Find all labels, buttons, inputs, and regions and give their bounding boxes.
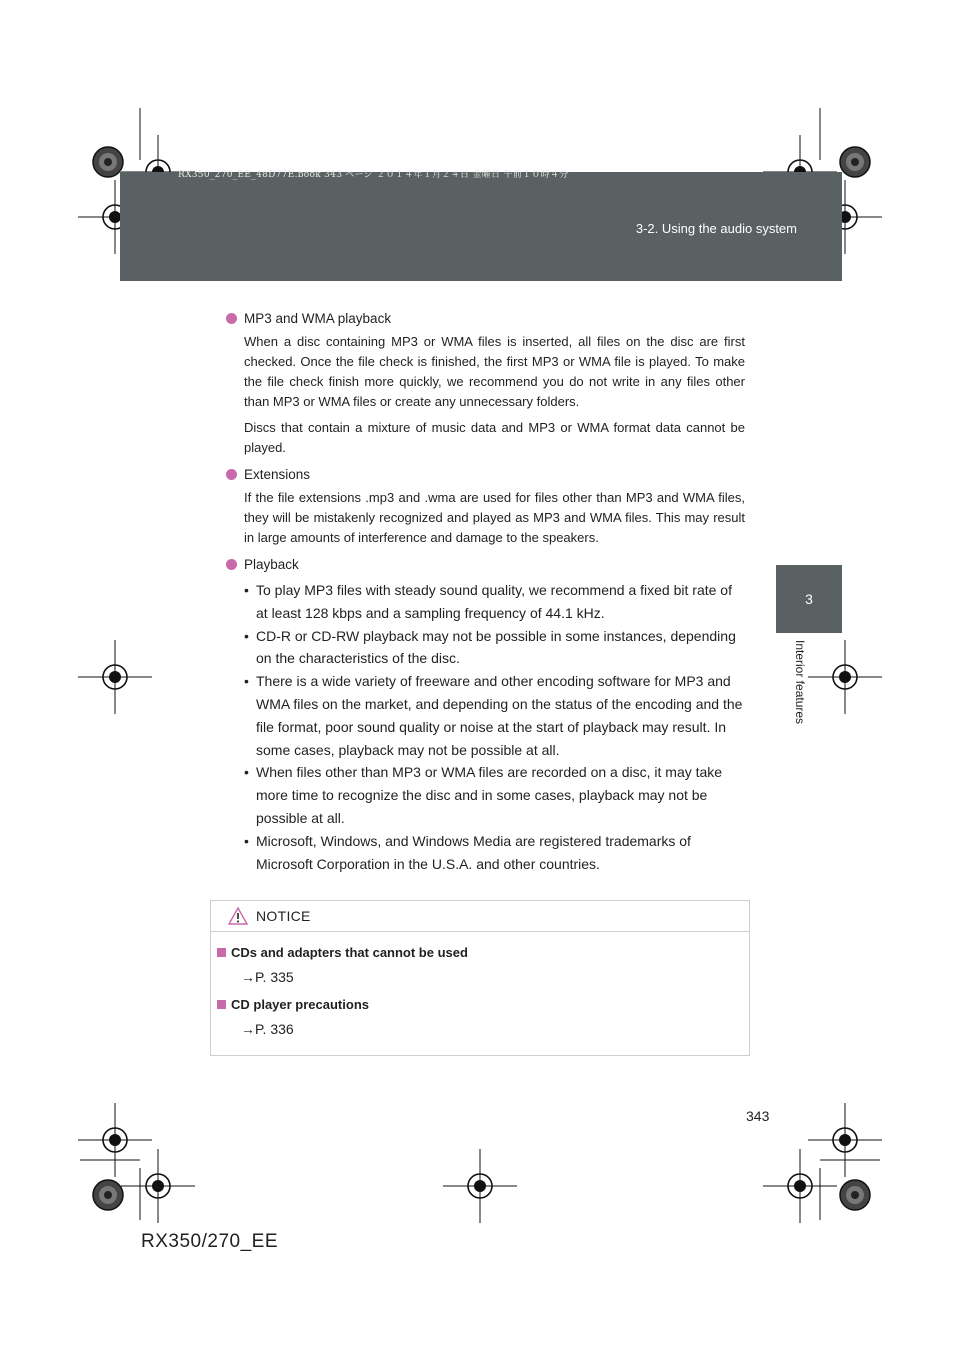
page-reference: →P. 335 xyxy=(241,969,294,985)
section-heading xyxy=(225,308,745,329)
list-item xyxy=(244,830,745,876)
notice-body xyxy=(211,932,749,1040)
paragraph: If the file extensions .mp3 and .wma are used for files other than MP3 and WMA files, they will be mistakenly recognized and played as MP3 and WMA files. This may result in large amounts of interference and damage to the speakers. xyxy=(244,490,745,545)
bullet-mark: • xyxy=(244,582,249,598)
chapter-side-label: Interior features xyxy=(793,640,807,725)
notice-item-label: CD player precautions xyxy=(231,997,369,1012)
square-bullet-icon xyxy=(217,1000,226,1009)
registration-wheel xyxy=(93,1180,123,1210)
section-heading xyxy=(225,554,745,575)
registration-cross xyxy=(78,1103,152,1177)
list-item xyxy=(244,761,745,829)
registration-cross xyxy=(808,640,882,714)
main-content xyxy=(225,308,745,875)
section-title: Extensions xyxy=(244,467,311,482)
list-item-text: Microsoft, Windows, and Windows Media are registered trademarks of Microsoft Corporation in the U.S.A. and other countries. xyxy=(256,832,691,872)
chapter-number: 3 xyxy=(805,591,813,607)
registration-wheel xyxy=(840,1180,870,1210)
paragraph: When a disc containing MP3 or WMA files is inserted, all files on the disc are first checked. Once the file check is finished, the first MP3 or WMA file is played. To make the file check finish more quickly, we recommend you do not write in any files other than MP3 or WMA files or create any unnecessary folders. xyxy=(244,334,745,409)
paragraph: Discs that contain a mixture of music data and MP3 or WMA format data cannot be played. xyxy=(244,420,745,455)
list-item-text: To play MP3 files with steady sound quality, we recommend a fixed bit rate of at least 128 kbps and a sampling frequency of 44.1 kHz. xyxy=(256,582,732,621)
section-title: Playback xyxy=(244,557,299,572)
square-bullet-icon xyxy=(217,948,226,957)
bullet-mark: • xyxy=(244,764,249,781)
bullet-dot-icon xyxy=(226,313,237,324)
notice-header xyxy=(211,901,749,932)
section-header: 3-2. Using the audio system xyxy=(635,221,797,236)
list-item-text: There is a wide variety of freeware and other encoding software for MP3 and WMA files on the market, and depending on the status of the encoding and the file format, poor sound quality or noise at the start of playback may result. In some cases, playback may not be possible at all. xyxy=(256,673,743,758)
bullet-dot-icon xyxy=(226,559,237,570)
notice-box xyxy=(210,900,750,1056)
registration-cross xyxy=(443,1149,517,1223)
notice-title: NOTICE xyxy=(256,908,311,924)
notice-item-title xyxy=(217,996,749,1014)
playback-bullet-list xyxy=(244,579,745,875)
bullet-mark: • xyxy=(244,673,249,690)
list-item-text: When files other than MP3 or WMA files are recorded on a disc, it may take more time to recognize the disc and in some cases, playback may not be possible at all. xyxy=(256,764,723,826)
section-heading xyxy=(225,464,745,485)
bullet-mark: • xyxy=(244,832,249,849)
page-number: 343 xyxy=(746,1108,770,1124)
chapter-tab xyxy=(776,565,842,633)
bullet-dot-icon xyxy=(226,469,237,480)
registration-cross xyxy=(78,640,152,714)
page-reference: →P. 336 xyxy=(241,1021,294,1037)
bullet-mark: • xyxy=(244,627,249,644)
list-item xyxy=(244,625,745,671)
notice-item-label: CDs and adapters that cannot be used xyxy=(231,945,468,960)
registration-wheel xyxy=(93,147,123,177)
section-title: MP3 and WMA playback xyxy=(244,311,392,326)
list-item xyxy=(244,579,745,625)
registration-wheel xyxy=(840,147,870,177)
list-item xyxy=(244,670,745,761)
warning-triangle-icon xyxy=(228,907,248,925)
registration-cross xyxy=(808,1103,882,1177)
notice-item-title xyxy=(217,944,749,962)
model-code: RX350/270_EE xyxy=(141,1231,278,1252)
list-item-text: CD-R or CD-RW playback may not be possible in some instances, depending on the characteristics of the disc. xyxy=(256,627,736,667)
book-stamp: RX350_270_EE_48D77E.book 343 ページ ２０１４年１月２４日 金曜日 午前１０時４分 xyxy=(178,170,569,180)
